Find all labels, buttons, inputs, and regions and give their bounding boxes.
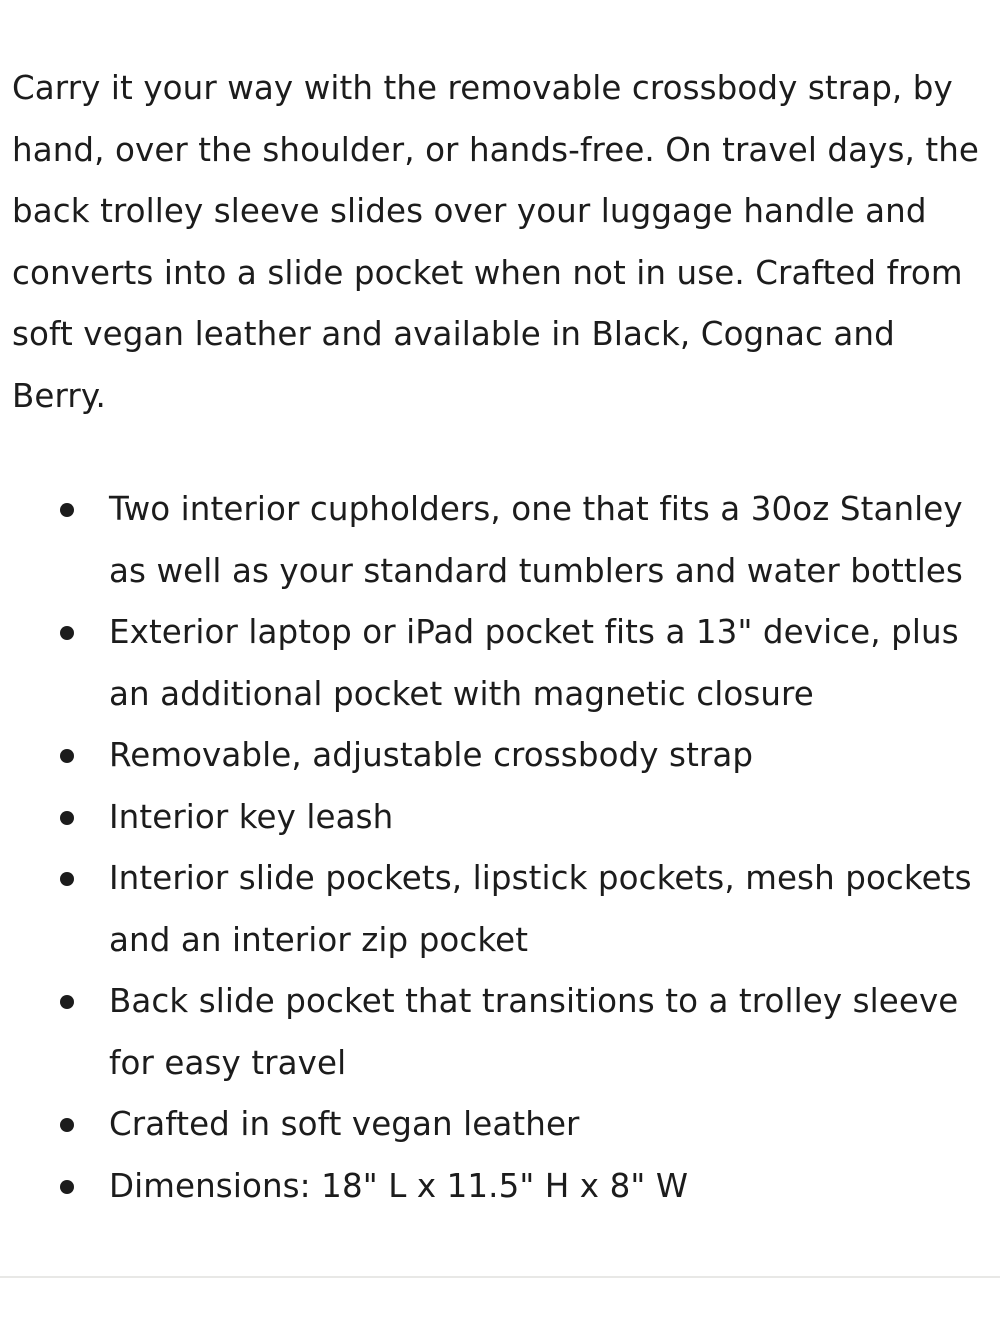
feature-text: Back slide pocket that transitions to a trolley sleeve for easy travel (109, 982, 959, 1082)
feature-list (12, 479, 987, 1217)
feature-item (12, 602, 987, 725)
bullet-icon (60, 872, 74, 886)
feature-item (12, 479, 987, 602)
bullet-icon (60, 749, 74, 763)
feature-item (12, 725, 987, 787)
bullet-icon (60, 1180, 74, 1194)
feature-item (12, 1156, 987, 1218)
feature-text: Interior slide pockets, lipstick pockets, mesh pockets and an interior zip pocket (109, 859, 972, 959)
bullet-icon (60, 811, 74, 825)
bullet-icon (60, 626, 74, 640)
feature-item (12, 787, 987, 849)
bullet-icon (60, 503, 74, 517)
product-description: Carry it your way with the removable crossbody strap, by hand, over the shoulder, or hands-free. On travel days, the back trolley sleeve slides over your luggage handle and converts into a slide pocket when not in use. Crafted from soft vegan leather and available in Black, Cognac and Berry. (12, 69, 980, 415)
feature-text: Interior key leash (109, 797, 394, 836)
bullet-icon (60, 995, 74, 1009)
feature-item (12, 848, 987, 971)
feature-text: Two interior cupholders, one that fits a 30oz Stanley as well as your standard tumblers and water bottles (109, 490, 963, 590)
section-divider (0, 1276, 1000, 1278)
feature-text: Exterior laptop or iPad pocket fits a 13" device, plus an additional pocket with magnetic closure (109, 613, 959, 713)
feature-text: Dimensions: 18" L x 11.5" H x 8" W (109, 1166, 689, 1205)
product-details (12, 58, 987, 1217)
bullet-icon (60, 1118, 74, 1132)
feature-text: Crafted in soft vegan leather (109, 1105, 580, 1143)
feature-item (12, 1094, 987, 1156)
feature-item (12, 971, 987, 1094)
feature-text: Removable, adjustable crossbody strap (109, 736, 754, 774)
